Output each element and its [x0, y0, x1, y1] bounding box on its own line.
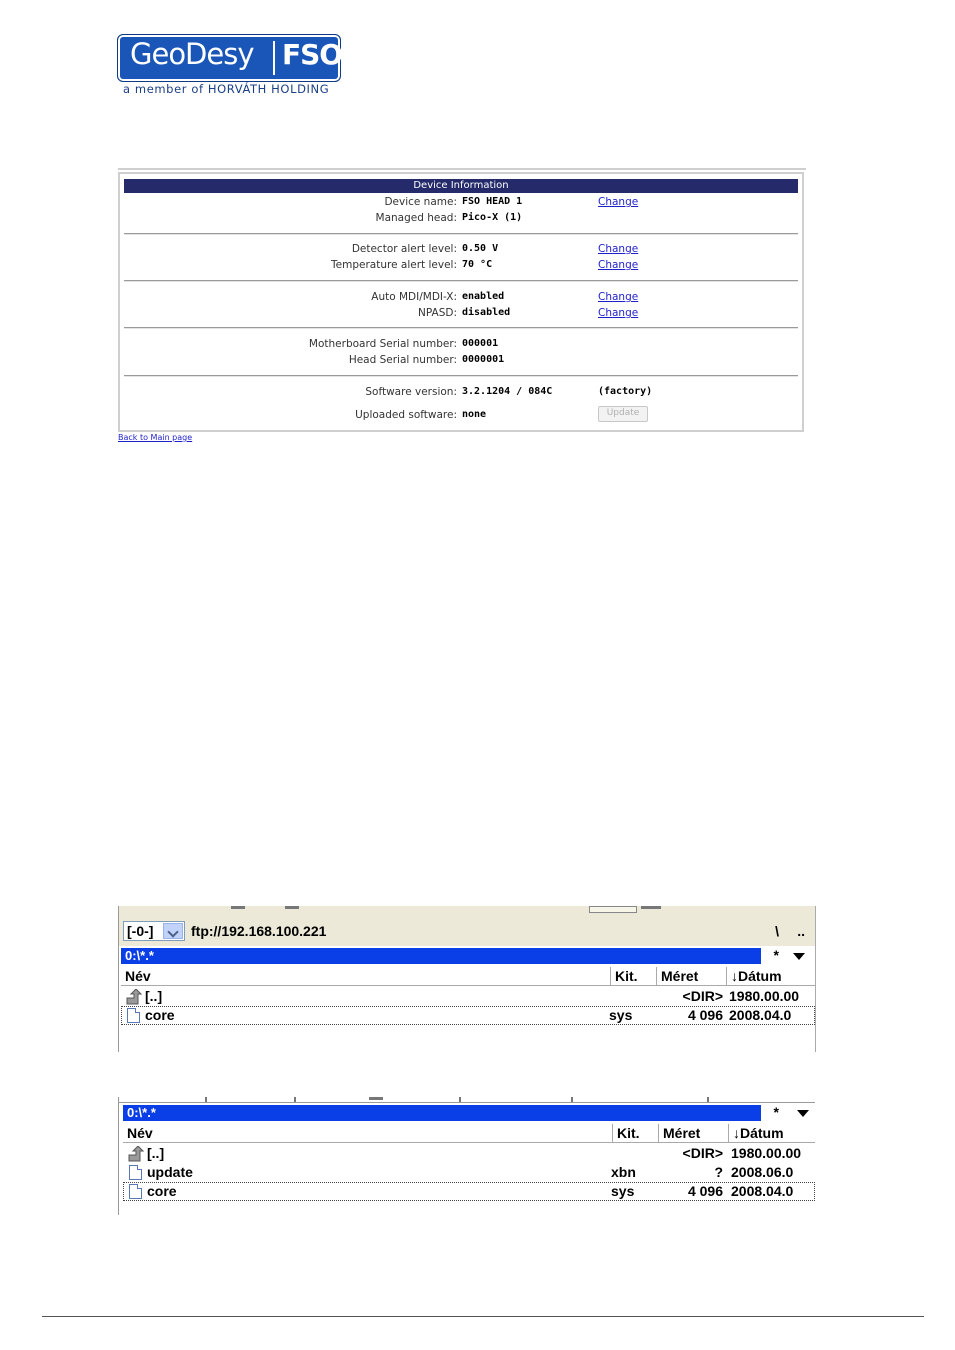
file-name: core — [147, 1183, 177, 1199]
file-icon — [129, 1184, 142, 1199]
toolbar-fragment — [589, 906, 637, 913]
value: 3.2.1204 / 084C — [462, 386, 553, 397]
file-ext: sys — [611, 1183, 635, 1199]
change-detector-alert-link[interactable]: Change — [598, 243, 639, 255]
row-device-name — [120, 195, 802, 209]
value: enabled — [462, 291, 505, 302]
change-npasd-link[interactable]: Change — [598, 307, 639, 319]
list-item[interactable] — [123, 1144, 815, 1163]
section-divider — [124, 233, 798, 235]
logo-divider — [273, 41, 275, 75]
logo-brand: GeoDesy — [130, 37, 254, 71]
column-name[interactable]: Név — [123, 1124, 613, 1142]
file-icon — [129, 1165, 142, 1180]
path-bar: 0:\*.* — [123, 1105, 761, 1121]
ftp-address: ftp://192.168.100.221 — [191, 923, 327, 939]
row-uploaded-software — [120, 408, 802, 422]
logo-tagline: a member of HORVÁTH HOLDING — [123, 82, 330, 96]
toolbar-strip — [119, 1097, 815, 1103]
history-dropdown-icon[interactable] — [793, 953, 805, 960]
column-name[interactable]: Név — [121, 967, 611, 985]
file-size: 4 096 — [687, 1183, 723, 1199]
list-item[interactable] — [121, 987, 815, 1006]
logo-badge — [117, 34, 341, 82]
footer-rule — [42, 1316, 924, 1317]
file-size: ? — [714, 1164, 723, 1180]
file-size: 4 096 — [687, 1007, 723, 1023]
row-temperature-alert — [120, 258, 802, 272]
toolbar-fragment — [459, 1097, 461, 1102]
geodesy-logo — [117, 34, 341, 98]
label: NPASD: — [418, 307, 457, 319]
toolbar-fragment — [205, 1097, 207, 1102]
toolbar-fragment — [707, 1097, 709, 1102]
file-name: [..] — [147, 1145, 165, 1161]
row-detector-alert — [120, 242, 802, 256]
file-size: <DIR> — [682, 988, 723, 1004]
chevron-down-icon[interactable] — [163, 923, 183, 939]
row-managed-head — [120, 211, 802, 225]
label: Uploaded software: — [355, 409, 457, 421]
logo-product: FSO — [282, 38, 343, 71]
file-date: 2008.06.0 — [731, 1164, 794, 1180]
file-date: 2008.04.0 — [731, 1183, 794, 1199]
file-name: [..] — [145, 988, 163, 1004]
label: Device name: — [384, 196, 457, 208]
row-npasd — [120, 306, 802, 320]
value: none — [462, 409, 487, 420]
filter-button[interactable]: * — [773, 947, 779, 963]
root-dir-button[interactable]: \ — [775, 923, 779, 939]
value: Pico-X (1) — [462, 212, 523, 223]
filter-button[interactable]: * — [773, 1104, 779, 1120]
value: 0000001 — [462, 354, 505, 365]
panel-title: Device Information — [124, 179, 798, 193]
toolbar-fragment — [231, 906, 245, 909]
file-ext: xbn — [611, 1164, 636, 1180]
label: Motherboard Serial number: — [308, 338, 457, 350]
list-item[interactable] — [123, 1163, 815, 1182]
drive-select[interactable] — [123, 921, 185, 941]
back-to-main-page-link[interactable]: Back to Main page — [118, 433, 193, 442]
column-header — [123, 1124, 815, 1143]
section-divider — [124, 280, 798, 282]
path-bar: 0:\*.* — [121, 948, 761, 964]
label: Managed head: — [375, 212, 457, 224]
device-information-panel — [118, 172, 804, 432]
list-item[interactable] — [123, 1182, 815, 1201]
history-dropdown-icon[interactable] — [797, 1110, 809, 1117]
drive-bar — [119, 914, 815, 946]
section-divider — [124, 375, 798, 377]
column-ext[interactable]: Kit. — [613, 1124, 659, 1142]
column-date[interactable]: ↓Dátum — [733, 1125, 784, 1141]
value: disabled — [462, 307, 511, 318]
file-icon — [127, 1008, 140, 1023]
toolbar-fragment — [294, 1097, 296, 1102]
column-size[interactable]: Méret — [657, 967, 727, 985]
list-item[interactable] — [121, 1006, 815, 1025]
toolbar-fragment — [571, 1097, 573, 1102]
value: 000001 — [462, 338, 499, 349]
toolbar-fragment — [285, 906, 299, 909]
row-software-version — [120, 385, 802, 399]
column-size[interactable]: Méret — [659, 1124, 729, 1142]
file-name: update — [147, 1164, 193, 1180]
toolbar-fragment — [641, 906, 661, 909]
parent-dir-button[interactable]: .. — [797, 923, 805, 939]
label: Auto MDI/MDI-X: — [371, 291, 457, 303]
row-auto-mdi — [120, 290, 802, 304]
file-ext: sys — [609, 1007, 633, 1023]
row-motherboard-serial — [120, 337, 802, 351]
ftp-file-panel — [118, 906, 816, 1052]
section-divider — [124, 327, 798, 329]
label: Temperature alert level: — [331, 259, 457, 271]
column-ext[interactable]: Kit. — [611, 967, 657, 985]
change-temperature-alert-link[interactable]: Change — [598, 259, 639, 271]
change-device-name-link[interactable]: Change — [598, 196, 639, 208]
update-button[interactable]: Update — [598, 406, 648, 422]
file-name: core — [145, 1007, 175, 1023]
up-folder-icon — [125, 989, 143, 1005]
factory-note: (factory) — [598, 386, 653, 397]
file-date: 1980.00.00 — [729, 988, 800, 1004]
label: Detector alert level: — [351, 243, 457, 255]
row-head-serial — [120, 353, 802, 367]
value: 70 °C — [462, 259, 493, 270]
change-auto-mdi-link[interactable]: Change — [598, 291, 639, 303]
label: Software version: — [365, 386, 457, 398]
column-date[interactable]: ↓Dátum — [731, 968, 782, 984]
panel-top-rule — [118, 168, 806, 170]
value: 0.50 V — [462, 243, 499, 254]
label: Head Serial number: — [348, 354, 457, 366]
up-folder-icon — [127, 1146, 145, 1162]
value: FSO HEAD 1 — [462, 196, 523, 207]
ftp-file-panel-after-upload — [118, 1097, 815, 1215]
file-date: 2008.04.0 — [729, 1007, 792, 1023]
column-header — [121, 967, 815, 986]
file-date: 1980.00.00 — [731, 1145, 802, 1161]
file-size: <DIR> — [682, 1145, 723, 1161]
drive-value: [-0-] — [127, 923, 154, 939]
toolbar-fragment — [369, 1097, 383, 1100]
